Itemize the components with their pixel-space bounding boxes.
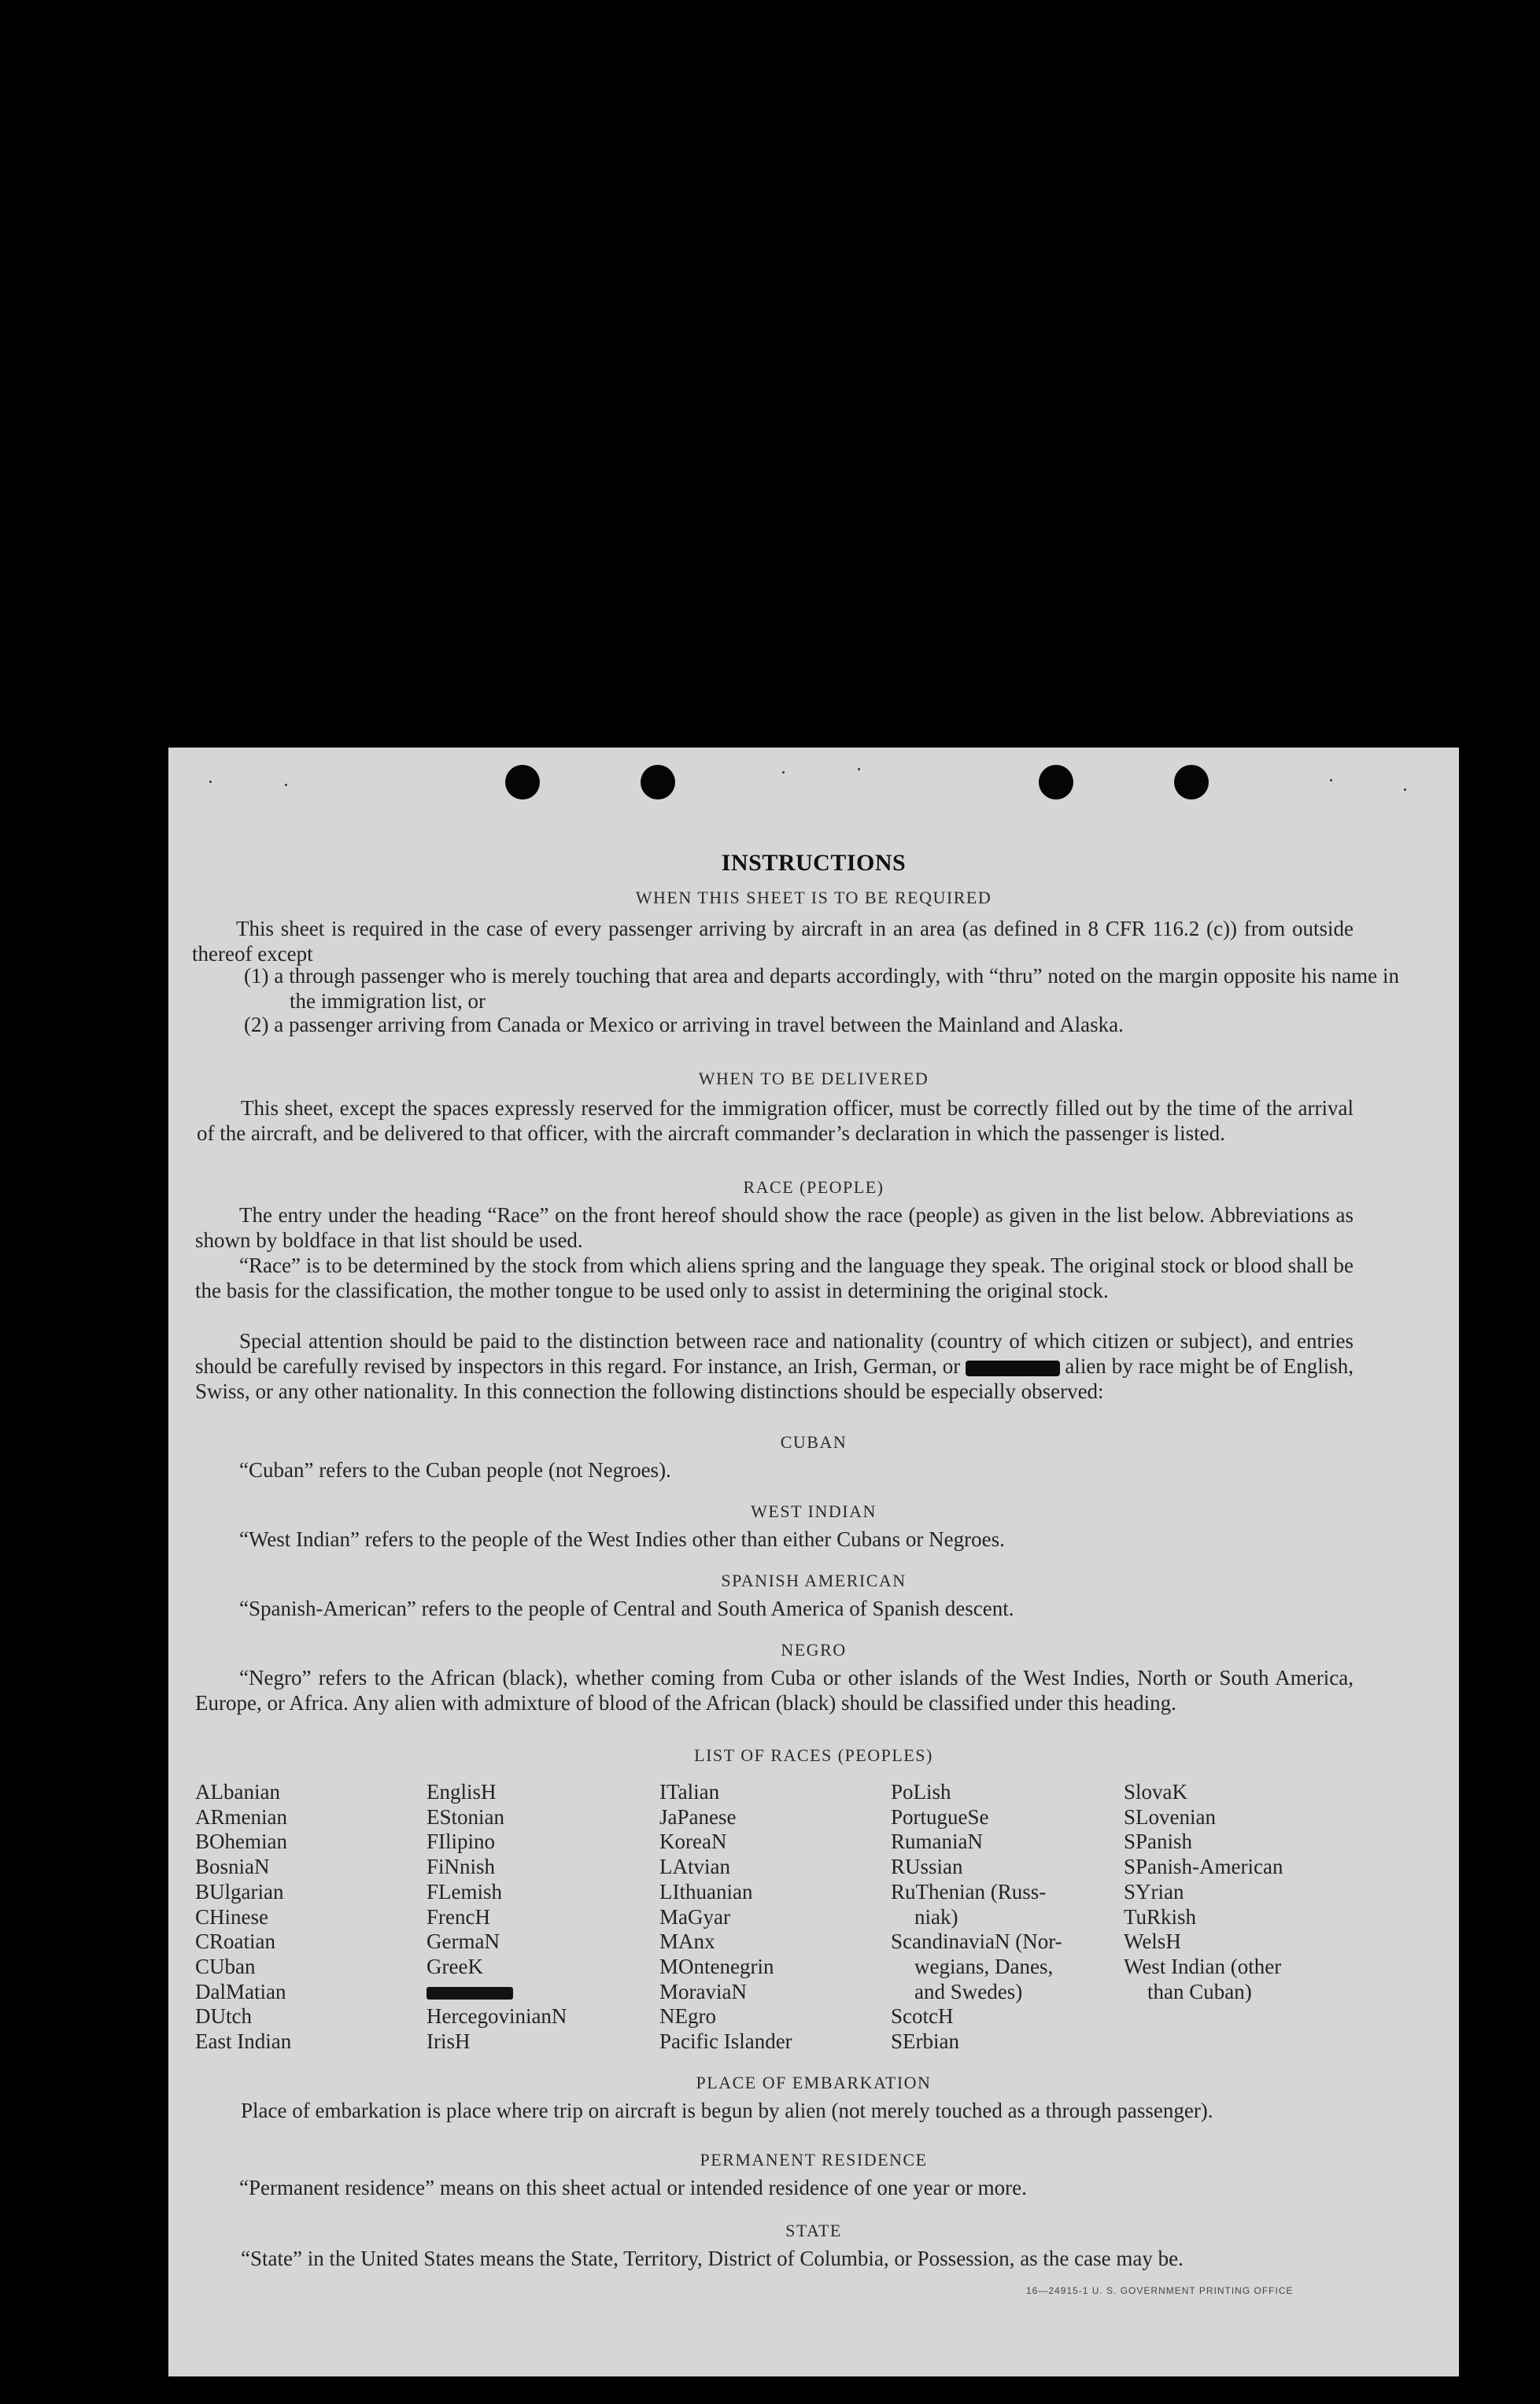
- race-list-column-3: [659, 1780, 792, 2055]
- section-heading-west-indian: WEST INDIAN: [751, 1501, 877, 1521]
- race-entry: EnglisH: [427, 1780, 497, 1804]
- race-entry: IrisH: [427, 2029, 471, 2054]
- required-item-1: (1) a through passenger who is merely touching that area and departs accordingly, with “thru” noted on the margin opposite his name in the immigration list, or: [244, 964, 1399, 1013]
- race-entry: RuThenian (Russ-: [891, 1879, 1047, 1904]
- section-heading-negro: NEGRO: [781, 1640, 847, 1660]
- negro-text: “Negro” refers to the African (black), whether coming from Cuba or other islands of the West Indies, North or South America, Europe, or Africa. Any alien with admixture of blood of the African (black) should be classified under this heading.: [195, 1666, 1354, 1715]
- race-entry: JaPanese: [659, 1804, 737, 1829]
- race-entry: Pacific Islander: [659, 2029, 792, 2054]
- race-entry: SlovaK: [1124, 1780, 1187, 1804]
- section-heading-residence: PERMANENT RESIDENCE: [700, 2150, 928, 2170]
- race-entry: BosniaN: [195, 1855, 270, 1879]
- race-entry: East Indian: [195, 2029, 292, 2054]
- race-entry: SLovenian: [1124, 1804, 1216, 1829]
- race-list-column-4: [891, 1780, 1062, 2055]
- race-entry-continued: wegians, Danes,: [914, 1954, 1054, 1978]
- race-entry-continued: than Cuban): [1147, 1979, 1252, 2003]
- punch-hole: [1039, 765, 1073, 799]
- punch-hole: [1174, 765, 1209, 799]
- race-entry: MaGyar: [659, 1904, 730, 1929]
- punch-hole: [505, 765, 540, 799]
- race-entry: FiNnish: [427, 1855, 496, 1879]
- section-heading-spanish-american: SPANISH AMERICAN: [721, 1571, 907, 1590]
- race-list-column-5: [1124, 1780, 1283, 2004]
- race-entry: SPanish-American: [1124, 1855, 1283, 1879]
- race-entry: NEgro: [659, 2004, 716, 2029]
- race-entry: LIthuanian: [659, 1879, 753, 1904]
- race-entry: CRoatian: [195, 1929, 275, 1954]
- race-entry: ARmenian: [195, 1804, 287, 1829]
- race-entry: FLemish: [427, 1879, 503, 1904]
- section-heading-delivered: WHEN TO BE DELIVERED: [698, 1069, 929, 1088]
- race-entry: PortugueSe: [891, 1804, 989, 1829]
- paper-speck: [285, 784, 287, 786]
- punch-hole: [641, 765, 675, 799]
- race-entry: FrencH: [427, 1904, 490, 1929]
- race-entry: HercegovinianN: [427, 2004, 567, 2029]
- race-entry: EStonian: [427, 1804, 504, 1829]
- race-text-3: [195, 1328, 1354, 1404]
- race-entry: RUssian: [891, 1855, 963, 1879]
- race-entry: West Indian (other: [1124, 1954, 1282, 1978]
- race-entry: ITalian: [659, 1780, 720, 1804]
- embarkation-text: Place of embarkation is place where trip on aircraft is begun by alien (not merely touched as a through passenger).: [241, 2099, 1213, 2122]
- race-entry: PoLish: [891, 1780, 951, 1804]
- race-entry: MoraviaN: [659, 1979, 747, 2003]
- state-text: “State” in the United States means the State, Territory, District of Columbia, or Possession, as the case may be.: [241, 2247, 1184, 2270]
- race-entry: WelsH: [1124, 1929, 1181, 1954]
- paper-speck: [1404, 788, 1406, 791]
- redaction-mark: [966, 1361, 1060, 1376]
- paper-speck: [782, 771, 785, 774]
- race-entry: LAtvian: [659, 1855, 730, 1879]
- race-entry: BOhemian: [195, 1830, 287, 1854]
- race-entry: GermaN: [427, 1929, 500, 1954]
- race-entry: ALbanian: [195, 1780, 280, 1804]
- paper-speck: [1330, 779, 1332, 781]
- race-entry: TuRkish: [1124, 1904, 1197, 1929]
- race-list-column-1: [195, 1780, 291, 2055]
- delivered-text: This sheet, except the spaces expressly reserved for the immigration officer, must be correctly filled out by the time of the arrival of the aircraft, and be delivered to that officer, with the aircraft commander’s declaration in which the passenger is listed.: [197, 1096, 1354, 1145]
- race-entry: RumaniaN: [891, 1830, 983, 1854]
- race-entry: DUtch: [195, 2004, 252, 2029]
- residence-text: “Permanent residence” means on this sheet actual or intended residence of one year or more.: [239, 2176, 1027, 2199]
- section-heading-required: WHEN THIS SHEET IS TO BE REQUIRED: [635, 888, 992, 907]
- race-entry-continued: niak): [914, 1904, 958, 1929]
- race-entry: SErbian: [891, 2029, 959, 2054]
- race-entry: DalMatian: [195, 1979, 286, 2003]
- race-entry-continued: and Swedes): [914, 1979, 1023, 2003]
- race-entry: BUlgarian: [195, 1879, 284, 1904]
- race-entry-redacted: [427, 1980, 567, 2005]
- race-entry: FIlipino: [427, 1830, 496, 1854]
- section-heading-embarkation: PLACE OF EMBARKATION: [696, 2073, 932, 2092]
- section-heading-race: RACE (PEOPLE): [743, 1177, 884, 1197]
- paper-speck: [209, 781, 212, 783]
- print-code: 16—24915-1 U. S. GOVERNMENT PRINTING OFFICE: [1026, 2285, 1294, 2296]
- race-text-2: “Race” is to be determined by the stock from which aliens spring and the language they speak. The original stock or blood shall be the basis for the classification, the mother tongue to be used only to assist in determining the original stock.: [195, 1254, 1354, 1302]
- race-entry: ScandinaviaN (Nor-: [891, 1929, 1062, 1954]
- document-page: [168, 748, 1459, 2376]
- race-list-column-2: [427, 1780, 567, 2055]
- paper-speck: [858, 768, 860, 770]
- section-heading-race-list: LIST OF RACES (PEOPLES): [694, 1745, 933, 1765]
- spanish-american-text: “Spanish-American” refers to the people of Central and South America of Spanish descent.: [239, 1597, 1014, 1620]
- race-entry: CUban: [195, 1954, 256, 1978]
- race-entry: GreeK: [427, 1954, 483, 1978]
- required-text: This sheet is required in the case of every passenger arriving by aircraft in an area (as defined in 8 CFR 116.2 (c)) from outside thereof except: [192, 917, 1354, 966]
- redaction-mark: [427, 1987, 513, 2000]
- race-text-3b: alien by race might be of English, Swiss, or any other nationality. In this connection the following distinctions should be especially observed:: [195, 1354, 1354, 1403]
- section-heading-cuban: CUBAN: [780, 1432, 848, 1452]
- race-entry: MOntenegrin: [659, 1954, 774, 1978]
- section-heading-state: STATE: [785, 2221, 842, 2240]
- west-indian-text: “West Indian” refers to the people of the West Indies other than either Cubans or Negroes.: [239, 1527, 1005, 1551]
- race-text-1: The entry under the heading “Race” on the front hereof should show the race (people) as given in the list below. Abbreviations as shown by boldface in that list should be used.: [195, 1203, 1354, 1252]
- page-title: INSTRUCTIONS: [721, 850, 907, 876]
- race-entry: SYrian: [1124, 1879, 1184, 1904]
- race-entry: KoreaN: [659, 1830, 727, 1854]
- cuban-text: “Cuban” refers to the Cuban people (not Negroes).: [239, 1458, 671, 1482]
- race-entry: CHinese: [195, 1904, 268, 1929]
- required-item-2: (2) a passenger arriving from Canada or Mexico or arriving in travel between the Mainland and Alaska.: [244, 1013, 1124, 1036]
- race-entry: SPanish: [1124, 1830, 1193, 1854]
- race-entry: MAnx: [659, 1929, 715, 1954]
- race-text-3a: Special attention should be paid to the distinction between race and nationality (country of which citizen or subject), and entries should be carefully revised by inspectors in this regard. For instance, an Irish, German, or: [195, 1329, 1354, 1378]
- race-entry: ScotcH: [891, 2004, 954, 2029]
